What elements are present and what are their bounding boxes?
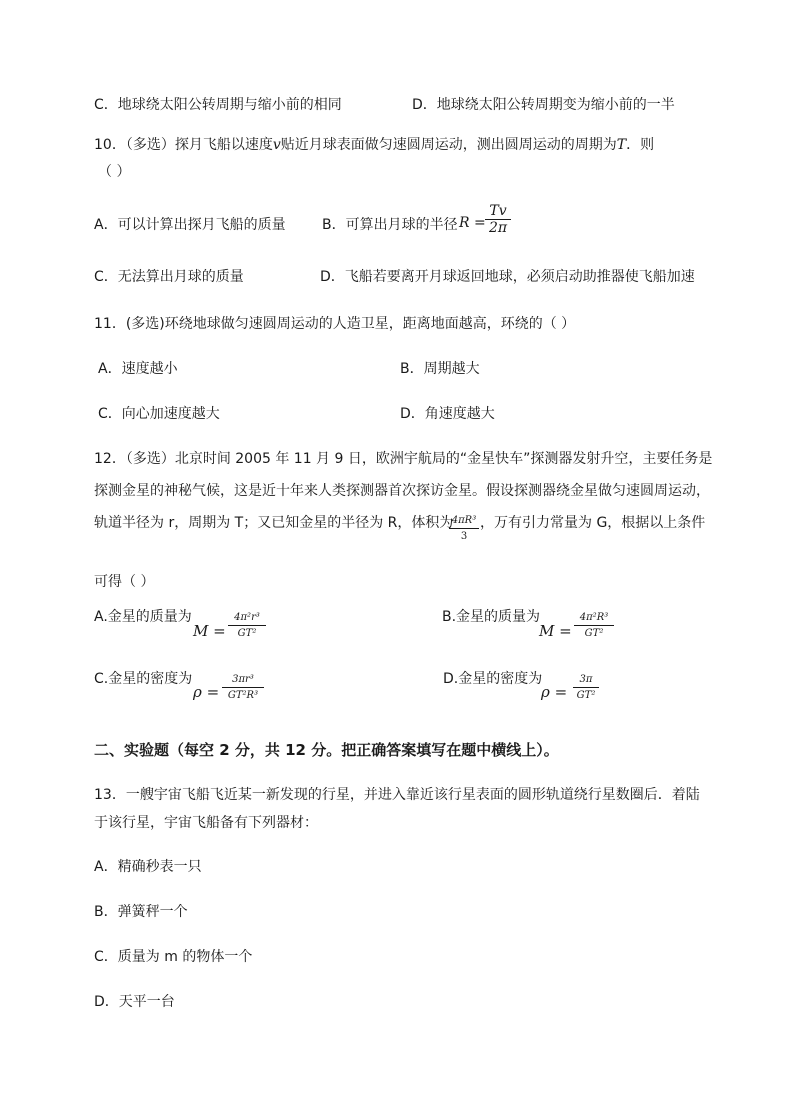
q10-option-a: A．可以计算出探月飞船的质量	[94, 217, 286, 233]
q12-option-a-fraction	[228, 611, 266, 640]
q12-option-b-denominator: GT²	[584, 628, 604, 639]
q10-var-t: T	[616, 137, 627, 153]
q12-line-3a: 轨道半径为 r，周期为 T；又已知金星的半径为 R，体积为	[94, 515, 454, 531]
q12-line-2: 探测金星的神秘气候，这是近十年来人类探测器首次探访金星。假设探测器绕金星做匀速圆周运动，	[94, 483, 710, 499]
q12-volume-numerator: 4πR³	[451, 515, 477, 526]
q12-option-b-fraction	[574, 611, 614, 640]
q11-option-a: A．速度越小	[98, 361, 178, 377]
q12-option-d-fraction	[573, 673, 599, 702]
q12-option-a-denominator: GT²	[237, 628, 257, 639]
q12-volume-bar	[449, 528, 479, 529]
section-2-heading: 二、实验题（每空 2 分，共 12 分。把正确答案填写在题中横线上）。	[94, 741, 559, 759]
q13-option-c: C．质量为 m 的物体一个	[94, 949, 253, 965]
q12-line-3b: ，万有引力常量为 G，根据以上条件	[480, 515, 706, 531]
q10-option-b-numerator: Tv	[489, 203, 507, 219]
q10-option-b-denominator: 2π	[488, 220, 508, 236]
q12-option-c-lhs: ρ =	[193, 683, 220, 701]
q13-line-1: 13．一艘宇宙飞船飞近某一新发现的行星，并进入靠近该行星表面的圆形轨道绕行星数圈后．着陆	[94, 787, 700, 803]
q12-option-b: B.金星的质量为	[442, 609, 541, 625]
q11-stem: 11．(多选)环绕地球做匀速圆周运动的人造卫星，距离地面越高，环绕的（ ）	[94, 316, 576, 332]
q12-line-4: 可得（ ）	[94, 574, 155, 590]
q11-option-c: C．向心加速度越大	[98, 406, 220, 422]
q10-stem-mid: 贴近月球表面做匀速圆周运动，测出圆周运动的周期为	[280, 137, 617, 153]
q11-option-d: D．角速度越大	[400, 406, 495, 422]
q12-volume-denominator: 3	[460, 531, 468, 542]
q9-option-d: D．地球绕太阳公转周期变为缩小前的一半	[412, 97, 675, 113]
q13-line-2: 于该行星，宇宙飞船备有下列器材：	[94, 815, 318, 831]
q11-option-b: B．周期越大	[400, 361, 480, 377]
q13-option-b: B．弹簧秤一个	[94, 904, 188, 920]
q12-option-b-numerator: 4π²R³	[579, 612, 609, 623]
q10-answer-paren: （ ）	[98, 164, 131, 180]
q12-option-d-numerator: 3π	[579, 674, 593, 685]
q12-option-a-lhs: M =	[193, 622, 226, 640]
q13-option-d: D．天平一台	[94, 994, 175, 1010]
q10-option-b-lhs: R =	[459, 215, 486, 231]
q12-option-c: C.金星的密度为	[94, 671, 193, 687]
q12-option-d-lhs: ρ =	[541, 683, 568, 701]
q9-option-c: C．地球绕太阳公转周期与缩小前的相同	[94, 97, 342, 113]
q12-option-a: A.金星的质量为	[94, 609, 192, 625]
q12-option-d-bar	[573, 687, 599, 688]
q12-volume-fraction	[449, 515, 479, 543]
q12-line-1: 12．（多选）北京时间 2005 年 11 月 9 日，欧洲宇航局的“金星快车”探测器发射升空，主要任务是	[94, 451, 713, 467]
q10-option-c: C．无法算出月球的质量	[94, 269, 244, 285]
q12-option-b-lhs: M =	[539, 622, 572, 640]
q10-stem	[94, 136, 654, 154]
q10-stem-start: 10．（多选）探月飞船以速度	[94, 137, 273, 153]
q12-option-a-numerator: 4π²r³	[234, 612, 260, 623]
q10-stem-end: ．则	[626, 137, 655, 153]
q10-var-v: v	[272, 137, 281, 153]
q10-option-b-fraction	[485, 203, 511, 236]
q10-option-b: B．可算出月球的半径	[322, 217, 458, 233]
q12-option-a-bar	[228, 625, 266, 626]
q13-option-a: A．精确秒表一只	[94, 859, 202, 875]
q12-option-c-numerator: 3πr³	[232, 674, 254, 685]
q12-option-c-fraction	[222, 673, 264, 702]
q12-option-b-bar	[574, 625, 614, 626]
q10-option-d: D．飞船若要离开月球返回地球，必须启动助推器使飞船加速	[320, 269, 695, 285]
q12-option-d: D.金星的密度为	[443, 671, 543, 687]
q12-option-c-denominator: GT²R³	[227, 690, 259, 701]
q12-option-c-bar	[222, 687, 264, 688]
q12-option-d-denominator: GT²	[576, 690, 596, 701]
